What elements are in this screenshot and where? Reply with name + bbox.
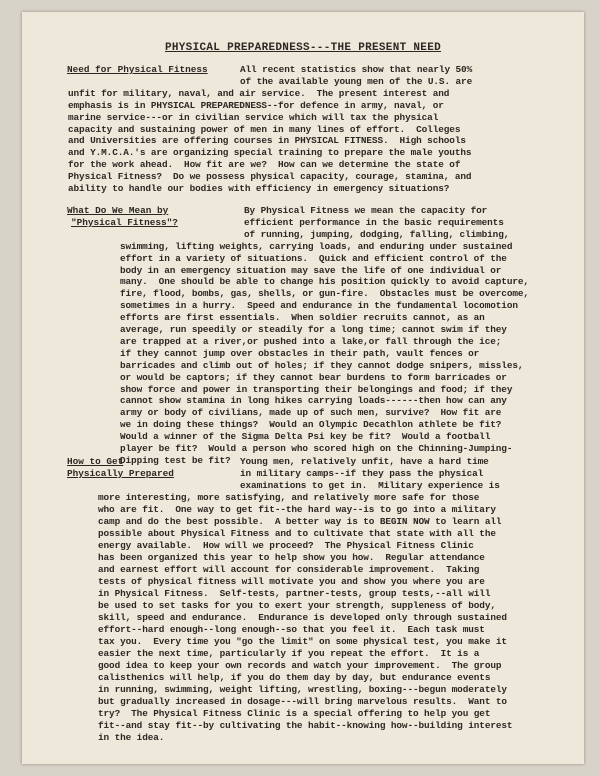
body-text-line: tax you. Every time you "go the limit" on some physical test, you make it <box>98 635 507 647</box>
section-heading: Need for Physical Fitness <box>67 64 208 75</box>
body-text-line: calisthenics will help, if you do them day by day, but endurance events <box>98 671 491 683</box>
body-text-line: efforts are first essentials. When soldier recruits cannot, as an <box>120 312 485 324</box>
body-text-line: ability to handle our bodies with efficiency in emergency situations? <box>68 183 450 194</box>
page-title: PHYSICAL PREPAREDNESS---THE PRESENT NEED <box>164 42 442 54</box>
body-text-line: Would a winner of the Sigma Delta Psi key be fit? Would a football <box>120 431 491 443</box>
section-heading: Physically Prepared <box>67 467 174 479</box>
body-text-line: we in doing these things? Would an Olympic Decathlon athlete be fit? <box>120 419 502 431</box>
body-text-line: has been organized this year to help show you how. Regular attendance <box>98 551 485 563</box>
body-text-line: tests of physical fitness will motivate you and show you where you are <box>98 575 485 587</box>
body-text-line: examinations to get in. Military experience is <box>240 479 500 491</box>
body-text-line: barricades and climb out of holes; if they cannot dodge snipers, missles, <box>120 359 524 371</box>
body-text-line: of running, jumping, dodging, falling, climbing, <box>244 228 510 240</box>
body-text-line: fit--and stay fit--by cultivating the habit--knowing how--building interest <box>98 719 513 731</box>
body-text-line: and Universities are offering courses in PHYSICAL FITNESS. High schools <box>68 135 466 147</box>
body-text-line: capacity and sustaining power of men in many lines of effort. Colleges <box>68 123 461 135</box>
body-text-line: All recent statistics show that nearly 50% <box>240 64 473 75</box>
body-text-line: By Physical Fitness we mean the capacity for <box>244 205 488 216</box>
section-heading: How to Get <box>67 456 124 467</box>
body-text-line: who are fit. One way to get fit--the hard way--is to go into a military <box>98 503 496 515</box>
body-text-line: many. One should be able to change his position quickly to avoid capture, <box>120 276 529 288</box>
section-heading: What Do We Mean by <box>67 205 169 216</box>
body-text-line: effort--hard enough--long enough--so that you feel it. Each task must <box>98 623 485 635</box>
body-text-line: for the work ahead. How fit are we? How can we determine the state of <box>68 159 461 171</box>
body-text-line: in the idea. <box>98 731 165 743</box>
body-text-line: Physical Fitness? Do we possess physical capacity, courage, stamina, and <box>68 171 472 183</box>
body-text-line: average, run speedily or steadily for a long time; cannot swim if they <box>120 324 507 335</box>
body-text-line: but gradually increased in dosage---will bring marvelous results. Want to <box>98 695 507 707</box>
body-text-line: unfit for military, naval, and air service. The present interest and <box>68 87 450 99</box>
body-text-line: marine service---or in civilian service which will tax the physical <box>68 111 439 123</box>
body-text-line: in running, swimming, weight lifting, wrestling, boxing---begun moderately <box>98 683 507 695</box>
body-text-line: in Physical Fitness. Self-tests, partner-tests, group tests,--all will <box>98 587 491 599</box>
body-text-line: more interesting, more satisfying, and relatively more safe for those <box>98 491 480 503</box>
body-text-line: are trapped at a river,or pushed into a lake,or fall through the ice; <box>120 335 502 347</box>
body-text-line: camp and do the best possible. A better way is to BEGIN NOW to learn all <box>98 515 502 527</box>
body-text-line: energy available. How will we proceed? The Physical Fitness Clinic <box>98 539 474 551</box>
body-text-line: show force and power in transporting their belongings and food; if they <box>120 383 513 395</box>
document-page <box>22 12 584 764</box>
body-text-line: player be fit? Would a person who scored high on the Chinning-Jumping- <box>120 443 513 454</box>
body-text-line: in military camps--if they pass the physical <box>240 467 484 479</box>
body-text-line: swimming, lifting weights, carrying loads, and enduring under sustained <box>120 240 513 252</box>
body-text-line: or would be captors; if they cannot bear burdens to form barricades or <box>120 371 507 383</box>
body-text-line: cannot show stamina in long hikes carrying loads------then how can any <box>120 395 507 407</box>
body-text-line: and Y.M.C.A.'s are organizing special training to prepare the male youths <box>68 147 472 159</box>
body-text-line: possible about Physical Fitness and to cultivate that state with all the <box>98 527 496 539</box>
body-text-line: Young men, relatively unfit, have a hard time <box>240 456 489 467</box>
body-text-line: try? The Physical Fitness Clinic is a special offering to help you get <box>98 707 491 719</box>
body-text-line: sometimes in a hurry. Speed and endurance in the fundamental locomotion <box>120 300 518 312</box>
body-text-line: army or body of civilians, made up of such men, survive? How fit are <box>120 407 502 419</box>
body-text-line: skill, speed and endurance. Endurance is developed only through sustained <box>98 611 507 623</box>
body-text-line: easier the next time, particularly if you repeat the effort. It is a <box>98 647 480 659</box>
body-text-line: efficient performance in the basic requirements <box>244 216 504 228</box>
body-text-line: effort in a variety of situations. Quick and efficient control of the <box>120 252 507 264</box>
body-text-line: be used to set tasks for you to exert your strength, suppleness of body, <box>98 599 496 611</box>
body-text-line: body in an emergency situation may save the life of one individual or <box>120 264 502 276</box>
body-text-line: good idea to keep your own records and watch your improvement. The group <box>98 659 502 671</box>
body-text-line: of the available young men of the U.S. are <box>240 75 473 87</box>
section-heading: "Physical Fitness"? <box>71 216 178 228</box>
body-text-line: and earnest effort will account for considerable improvement. Taking <box>98 563 480 575</box>
body-text-line: Dipping test be fit? <box>120 454 231 466</box>
body-text-line: if they cannot jump over obstacles in their path, vault fences or <box>120 347 480 359</box>
body-text-line: emphasis is in PHYSICAL PREPAREDNESS--for defence in army, naval, or <box>68 99 444 111</box>
body-text-line: fire, flood, bombs, gas, shells, or gun-fire. Obstacles must be overcome, <box>120 288 529 300</box>
